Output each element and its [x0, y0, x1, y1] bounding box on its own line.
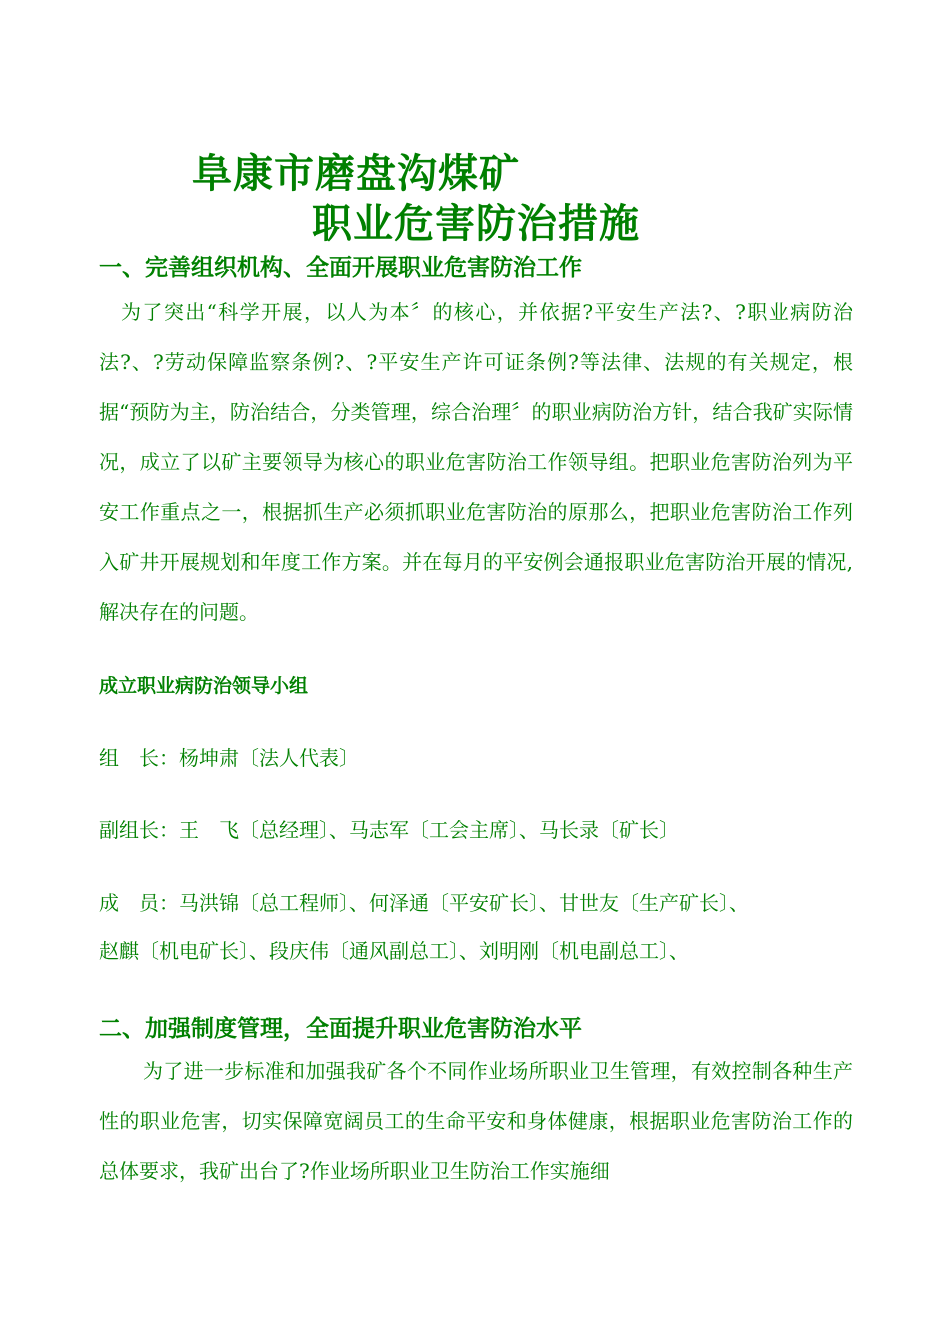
- group-members-line-1: 成 员：马洪锦〔总工程师〕、何泽通〔平安矿长〕、甘世友〔生产矿长〕、: [99, 891, 749, 915]
- section-2-heading: 二、加强制度管理，全面提升职业危害防治水平: [99, 1016, 582, 1042]
- title-line-1: 阜康市磨盘沟煤矿: [192, 151, 520, 197]
- group-members-line-2: 赵麒〔机电矿长〕、段庆伟〔通风副总工〕、刘明刚〔机电副总工〕、: [99, 939, 689, 963]
- section-1-paragraph: 为了突出“科学开展，以人为本〞的核心，并依据?平安生产法?、?职业病防治法?、?劳动保障监察条例?、?平安生产许可证条例?等法律、法规的有关规定，根据“预防为主，防治结合，分类管理，综合治理〞的职业病防治方针，结合我矿实际情况，成立了以矿主要领导为核心的职业危害防治工作领导组。把职业危害防治列为平安工作重点之一，根据抓生产必须抓职业危害防治的原那么，把职业危害防治工作列入矿井开展规划和年度工作方案。并在每月的平安例会通报职业危害防治开展的情况,解决存在的问题。: [99, 300, 853, 624]
- group-deputy: 副组长：王 飞〔总经理〕、马志军〔工会主席〕、马长录〔矿长〕: [99, 818, 679, 842]
- section-1-heading: 一、完善组织机构、全面开展职业危害防治工作: [99, 255, 582, 281]
- group-leader: 组 长：杨坤肃〔法人代表〕: [99, 746, 359, 770]
- section-2-paragraph: 为了进一步标准和加强我矿各个不同作业场所职业卫生管理，有效控制各种生产性的职业危害，切实保障宽阔员工的生命平安和身体健康，根据职业危害防治工作的总体要求，我矿出台了?作业场所职业卫生防治工作实施细: [99, 1059, 853, 1183]
- group-heading: 成立职业病防治领导小组: [99, 675, 309, 697]
- title-line-2: 职业危害防治措施: [312, 201, 640, 247]
